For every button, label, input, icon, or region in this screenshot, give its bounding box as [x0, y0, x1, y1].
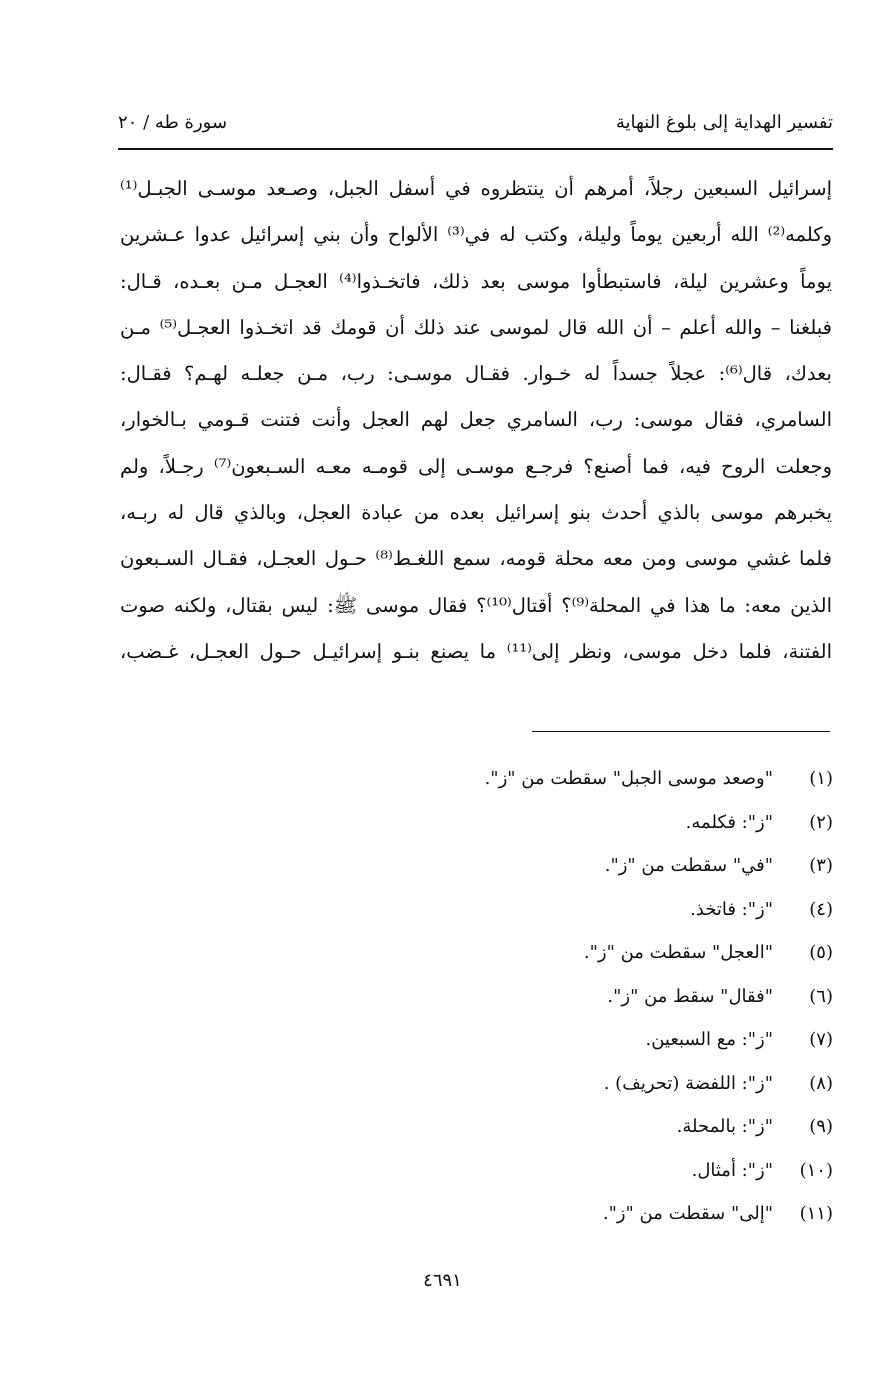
footnote	[413, 812, 833, 856]
footnote	[413, 942, 833, 986]
footnote-text: "فقال" سقط من "ز".	[607, 985, 773, 1007]
footnote-number: (١)	[809, 768, 833, 789]
footnote-number: (٦)	[809, 985, 833, 1007]
text-line: بعدك، قال⁽⁶⁾: عجلاً جسداً له خـوار. فقـال موسـى: رب، مـن جعلـه لهـم؟ فقـال:	[120, 362, 832, 386]
footnote	[413, 899, 833, 943]
footnote	[413, 768, 833, 812]
book-title: تفسير الهداية إلى بلوغ النهاية	[615, 112, 833, 133]
footnote	[413, 1073, 833, 1117]
footnote-number: (٣)	[809, 855, 833, 876]
footnote	[413, 1116, 833, 1160]
footnote-number: (٩)	[809, 1116, 833, 1137]
main-text	[120, 166, 832, 675]
text-line: السامري، فقال موسى: رب، السامري جعل لهم العجل وأنت فتنت قـومي بـالخوار،	[120, 408, 832, 432]
text-line: وكلمه⁽²⁾ الله أربعين يوماً وليلة، وكتب له في⁽³⁾ الألواح وأن بني إسرائيل عدوا عـشرين	[120, 223, 832, 247]
page-number: ٤٦٩١	[423, 1270, 462, 1291]
text-line: الفتنة، فلما دخل موسى، ونظر إلى⁽¹¹⁾ ما يصنع بنـو إسرائيـل حـول العجـل، غـضب،	[120, 639, 832, 663]
text-line: إسرائيل السبعين رجلاً، أمرهم أن ينتظروه في أسفل الجبل، وصـعد موسـى الجبـل⁽¹⁾	[120, 177, 832, 200]
footnote-text: "ز": بالمحلة.	[676, 1116, 773, 1137]
footnote-number: (١٠)	[799, 1159, 833, 1181]
footnote	[413, 1203, 833, 1247]
footnote-text: "ز": اللفضة (تحريف) .	[603, 1072, 773, 1094]
text-line: يخبرهم موسى بالذي أحدث بنو إسرائيل بعده من عبادة العجل، وبالذي قال له ربـه،	[120, 501, 832, 525]
footnote-number: (٨)	[809, 1072, 833, 1094]
footnote-text: "وصعد موسى الجبل" سقطت من "ز".	[484, 768, 773, 789]
text-line: فلما غشي موسى ومن معه محلة قومه، سمع اللغـط⁽⁸⁾ حـول العجـل، فقـال السـبعون	[120, 547, 832, 571]
footnote-text: "ز": مع السبعين.	[645, 1029, 773, 1050]
footnote	[413, 1029, 833, 1073]
footnote-text: "ز": أمثال.	[691, 1159, 773, 1181]
footnote-text: "العجل" سقطت من "ز".	[583, 942, 773, 963]
footnote-rule	[532, 731, 830, 732]
footnote-number: (٧)	[809, 1029, 833, 1050]
footnote-number: (٤)	[809, 898, 833, 920]
footnote	[413, 855, 833, 899]
footnotes	[413, 768, 833, 1247]
footnote-text: "ز": فكلمه.	[685, 811, 773, 833]
text-line: فبلغنا – والله أعلم – أن الله قال لموسى عند ذلك أن قومك قد اتخـذوا العجـل⁽⁵⁾ مـن	[120, 315, 832, 339]
footnote-text: "إلى" سقطت من "ز".	[602, 1203, 773, 1224]
text-line: الذين معه: ما هذا في المحلة⁽⁹⁾؟ أقتال⁽¹⁰⁾؟ فقال موسى ﷺ: ليس بقتال، ولكنه صوت	[120, 593, 832, 617]
footnote-number: (١١)	[799, 1203, 833, 1224]
header-rule	[118, 148, 833, 150]
footnote-number: (٢)	[809, 811, 833, 833]
surah-label: سورة طه / ٢٠	[118, 112, 228, 133]
footnote-number: (٥)	[809, 942, 833, 963]
text-line: يوماً وعشرين ليلة، فاستبطأوا موسى بعد ذلك، فاتخـذوا⁽⁴⁾ العجـل مـن بعـده، قـال:	[120, 269, 832, 293]
text-line: وجعلت الروح فيه، فما أصنع؟ فرجـع موسـى إلى قومـه معـه السـبعون⁽⁷⁾ رجـلاً، ولم	[120, 454, 832, 478]
footnote	[413, 1160, 833, 1204]
footnote-text: "ز": فاتخذ.	[690, 898, 773, 920]
footnote	[413, 986, 833, 1030]
running-header	[118, 112, 833, 140]
footnote-text: "في" سقطت من "ز".	[604, 855, 773, 876]
